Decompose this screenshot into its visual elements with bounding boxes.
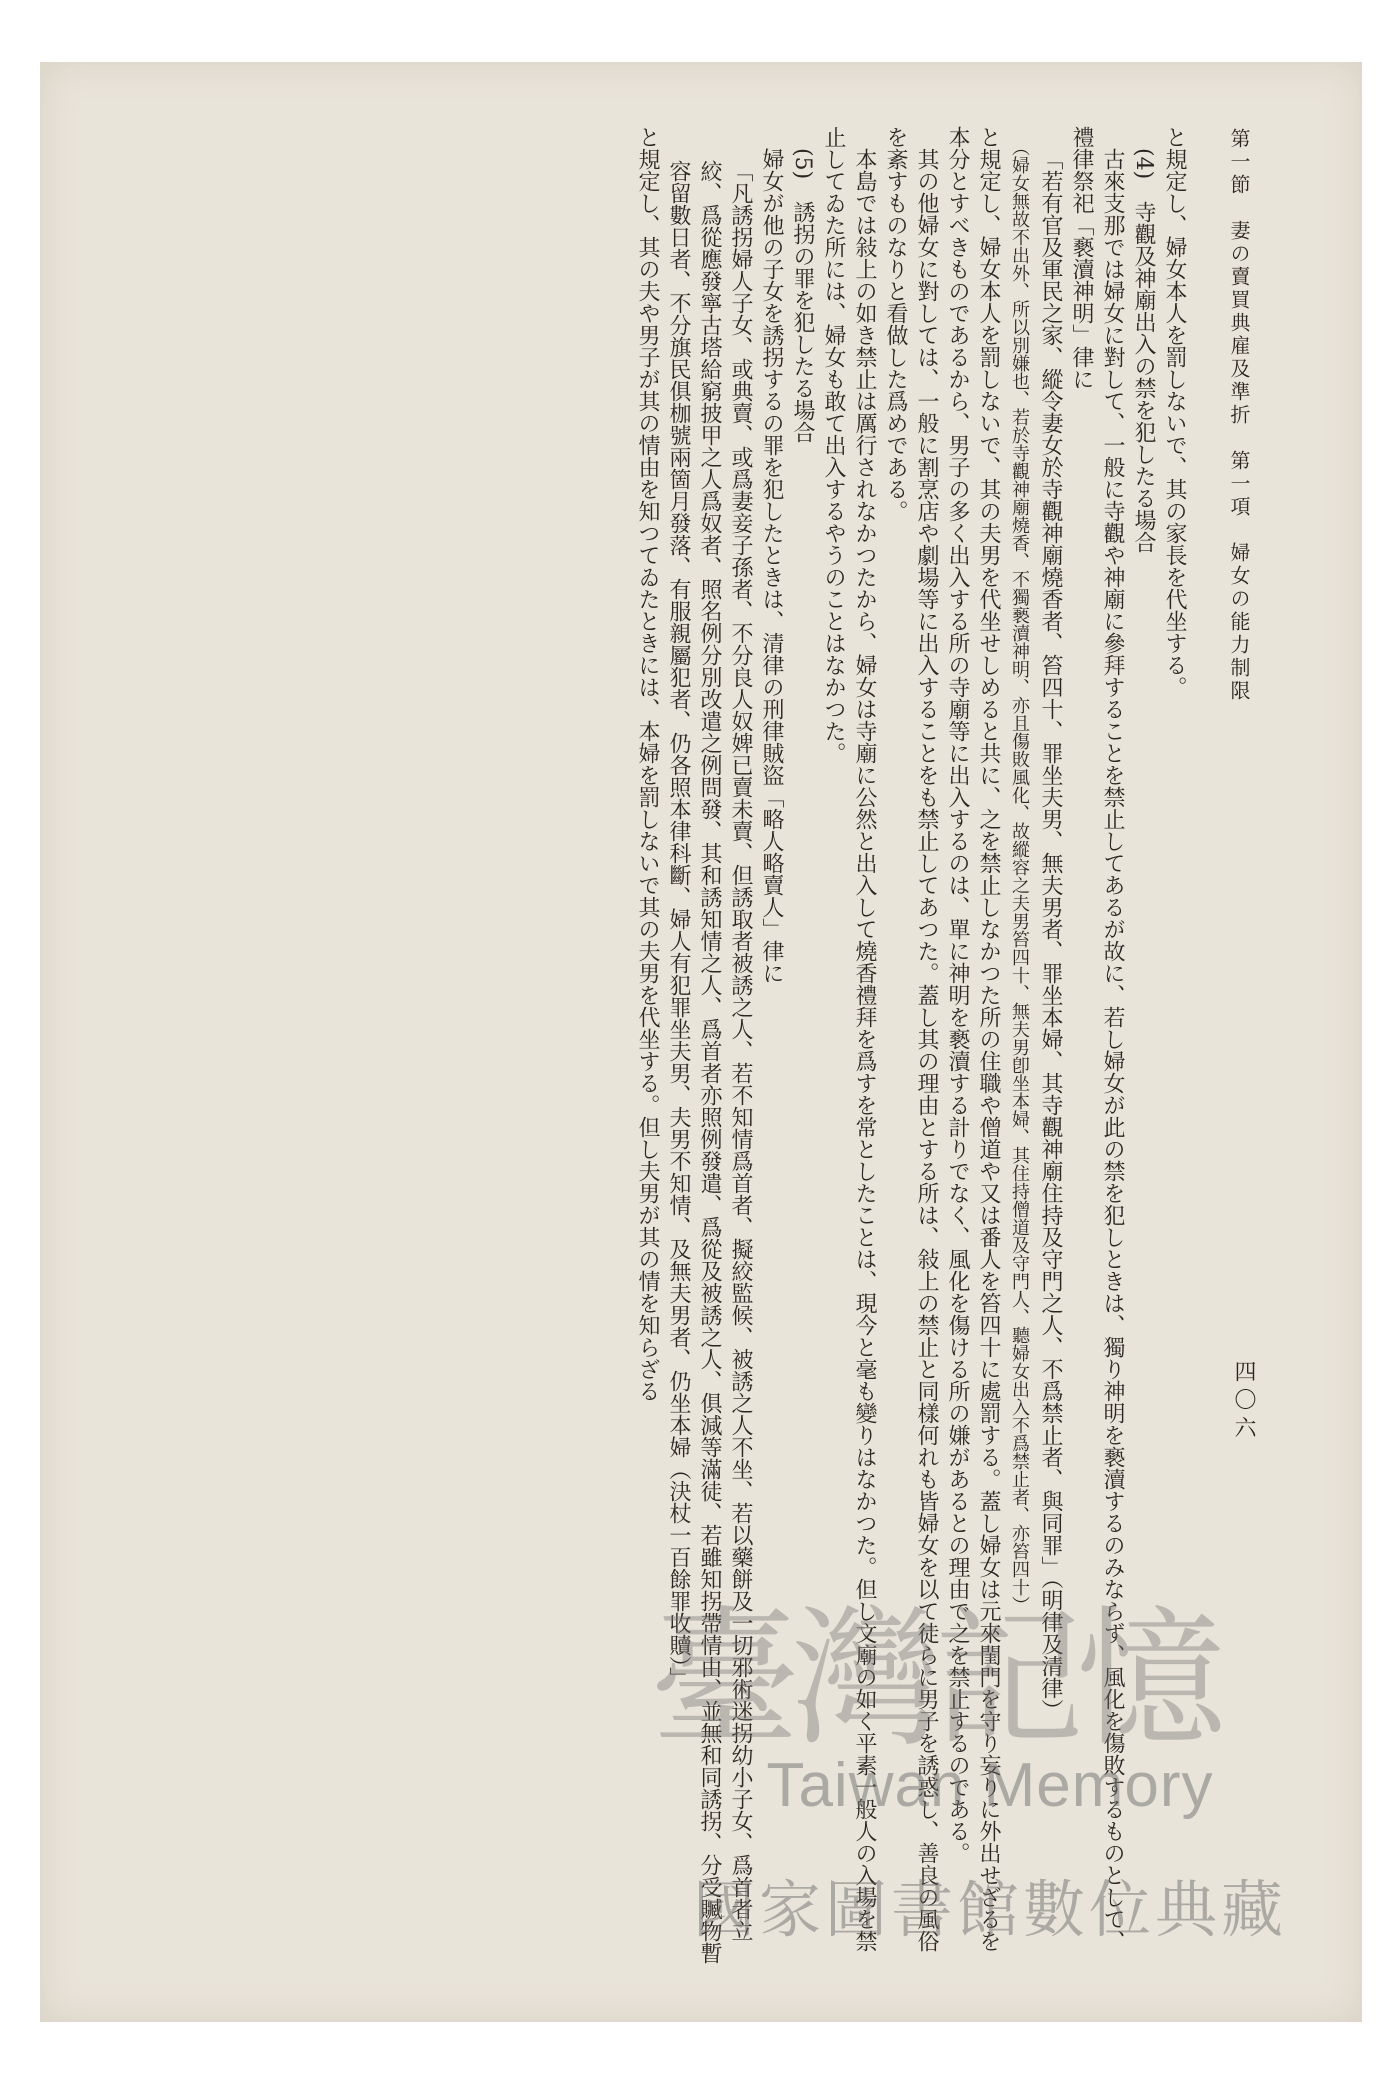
paragraph-punishment: と規定し、婦女本人を罰しないで、其の夫男を代坐せしめると共に、之を禁止しなかつた所の住職や僧道や又は番人を笞四十に處罰する。蓋し婦女は元來閨門を守り妄りに外出せざるを本分とすべきものであるから、男子の多く出入する所の寺廟等に出入するのは、單に神明を褻瀆する計りでなく、風化を傷ける所の嫌があるとの理由で之を禁止するのである。 <box>945 126 1001 1952</box>
watermark-english: Taiwan Memory <box>766 1751 1214 1820</box>
paragraph-abduction-conclusion: と規定し、其の夫や男子が其の情由を知つてゐたときには、本婦を罰しないで其の夫男を代坐する。但し夫男が其の情を知らざる <box>635 126 660 1402</box>
quote-law-text: 「若有官及軍民之家、縱令妻女於寺觀神廟燒香者、笞四十、罪坐夫男、無夫男者、罪坐本婦、其寺觀神廟住持及守門之人、不爲禁止者、與同罪」（明律及清律） <box>1038 148 1063 1721</box>
quote-abduction-law: 「凡誘拐婦人子女、或典賣、或爲妻妾子孫者、不分良人奴婢已賣未賣、但誘取者被誘之人、若不知情爲首者、擬絞監候、被誘之人不坐、若以藥餅及一切邪術迷拐幼小子女、爲首者立絞、爲從應發寧古塔給窮披甲之人爲奴者、照名例分別改遣之例問發、其和誘知情之人、爲首者亦照例發遣、爲從及被誘之人、俱減等滿徒、若雖知拐帶情由、並無和同誘拐、分受贓物暫容留數日者、不分旗民俱枷號兩箇月發落、有服親屬犯者、仍各照本律科斷、婦人有犯罪坐夫男、夫男不知情、及無夫男者、仍坐本婦（決杖一百餘罪收贖）」 <box>666 160 753 1964</box>
page-header-title: 第一節 妻の賣買典雇及準折 第一項 婦女の能力制限 <box>1227 128 1251 703</box>
watermark <box>650 1593 1330 2020</box>
section-heading-abduction: (5) 誘拐の罪を犯したる場合 <box>790 148 815 444</box>
paragraph-other-venues: 其の他婦女に對しては、一般に割烹店や劇場等に出入することをも禁止してあつた。蓋し其の理由とする所は、敍上の禁止と同樣何れも皆婦女を以て徒らに男子を誘惑し、善良の風俗を紊すものなりと看做した爲めである。 <box>883 126 939 1952</box>
page-number: 四〇六 <box>1231 1360 1256 1444</box>
watermark-glyphs: 臺灣記憶 <box>650 1593 1219 1767</box>
quote-law-commentary: （婦女無故不出外、所以別嫌也、若於寺觀神廟燒香、不獨褻瀆神明、亦且傷敗風化、故縱容之夫男笞四十、無夫男卽坐本婦、其住持僧道及守門人、聽婦女出入不爲禁止者、亦笞四十） <box>1009 138 1030 1614</box>
watermark-organization: 國家圖書館數位典藏 <box>692 1873 1287 1946</box>
paragraph-abduction-intro: 婦女が他の子女を誘拐するの罪を犯したときは、清律の刑律賊盜「略人略賣人」律に <box>759 148 784 984</box>
paragraph-continuation: と規定し、婦女本人を罰しないで、其の家長を代坐する。 <box>1162 126 1187 698</box>
paragraph-temple-prohibition: 古來支那では婦女に對して、一般に寺觀や神廟に參拜することを禁止してあるが故に、若し婦女が此の禁を犯しときは、獨り神明を褻瀆するのみならず、風化を傷敗するものとして、禮律祭祀「褻瀆神明」律に <box>1069 126 1125 1952</box>
paragraph-taiwan-practice: 本島では敍上の如き禁止は厲行されなかつたから、婦女は寺廟に公然と出入して燒香禮拜を爲すを常としたことは、現今と毫も變りはなかつた。但し文廟の如く平素一般人の入場を禁止してゐた所には、婦女も敢て出入するやうのことはなかつた。 <box>821 126 877 1952</box>
section-heading-temple-visits: (4) 寺觀及神廟出入の禁を犯したる場合 <box>1131 148 1156 554</box>
